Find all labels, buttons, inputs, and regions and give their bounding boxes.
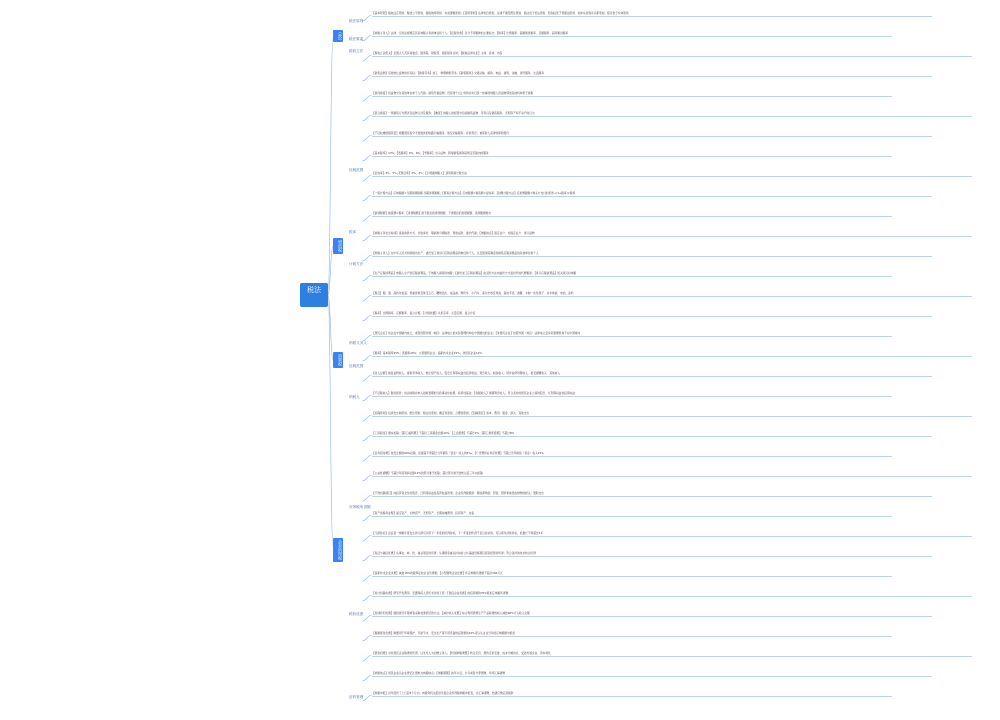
leaf-node[interactable]: 【收入总额】销售货物收入、提供劳务收入、转让财产收入、股息红利等权益性投资收益、利息收入、租金收入、特许权使用费收入、接受捐赠收入、其他收入 xyxy=(372,372,932,377)
sub-branch-label[interactable]: 计税方法 xyxy=(349,262,364,266)
sub-branch-label[interactable]: 税收立法 xyxy=(349,49,364,53)
connector xyxy=(362,575,372,581)
connector xyxy=(362,75,372,81)
connector xyxy=(362,235,372,241)
leaf-node[interactable]: 【资产的税务处理】固定资产、生物资产、无形资产、长期待摊费用、投资资产、存货 xyxy=(372,512,892,517)
leaf-node[interactable]: 【混合销售】一项销售行为既涉及货物又涉及服务；【兼营】纳税人的经营中包括销售货物、劳务以及销售服务、无形资产和不动产的行为 xyxy=(372,112,972,117)
leaf-node[interactable]: 【纳税地点】居民企业以企业登记注册地为纳税地点；【纳税期限】按年计征，分月或者分季预缴，年终汇算清缴 xyxy=(372,672,932,677)
leaf-node[interactable]: 【不得扣除项目】向投资者支付的股息、红利等权益性投资收益款项；企业所得税税款；税收滞纳金；罚金、罚款和被没收财物的损失；赞助支出 xyxy=(372,492,932,497)
branch-node[interactable]: 总论 xyxy=(333,30,343,42)
connector xyxy=(362,435,372,441)
branch-node[interactable]: 消费税 xyxy=(333,352,343,368)
connector xyxy=(362,655,372,661)
leaf-node[interactable]: 【免征与减征优惠】从事农、林、牧、渔业项目的所得；从事国家重点扶持的公共基础设施项目投资经营的所得；符合条件的技术转让所得 xyxy=(372,552,932,557)
connector xyxy=(362,535,372,541)
sub-branch-label[interactable]: 税法要素 xyxy=(349,37,364,41)
leaf-node[interactable]: 【不征税收入】财政拨款；依法收取并纳入财政管理的行政事业性收费、政府性基金；【免税收入】国债利息收入；符合条件的居民企业之间的股息、红利等权益性投资收益 xyxy=(372,392,892,397)
connector xyxy=(362,135,372,141)
leaf-node[interactable]: 【源泉扣缴】对非居民企业取得的所得，以支付人为扣缴义务人；【特别纳税调整】转让定价、预约定价安排、成本分摊协议、受控外国企业、资本弱化 xyxy=(372,652,972,657)
sub-branch-label[interactable]: 税法原则 xyxy=(349,19,364,23)
leaf-node[interactable]: 【工资薪金】据实扣除；【职工福利费】不超过工资薪金总额14%；【工会经费】不超过2%；【职工教育经费】不超过8% xyxy=(372,432,932,437)
root-label: 税法 xyxy=(307,286,321,294)
connector xyxy=(362,255,372,261)
connector xyxy=(362,415,372,421)
connector xyxy=(362,555,372,561)
sub-branch-label[interactable]: 征收管理 xyxy=(349,695,364,699)
leaf-node[interactable]: 【税率】基本税率25%；低税率20%；小型微利企业、高新技术企业15%；非居民企业10% xyxy=(372,352,972,357)
connector xyxy=(362,595,372,601)
sub-branch-label[interactable]: 纳税人 xyxy=(349,395,360,399)
leaf-node[interactable]: 【基本原则】税收法定原则、税收公平原则、税收效率原则、实质课税原则；【适用原则】法律优位原则、法律不溯及既往原则、新法优于旧法原则、特别法优于普通法原则、实体从旧程序从新原则、程序优于实体原则 xyxy=(372,12,932,17)
leaf-node[interactable]: 【税率】比例税率、定额税率、复合计税；【计税依据】从价定率、从量定额、复合计征 xyxy=(372,312,932,317)
leaf-node[interactable]: 【视同销售】将货物交付其他单位或个人代销；销售代销货物；设有两个以上机构并实行统一核算的纳税人将货物移送其他机构用于销售 xyxy=(372,92,892,97)
leaf-node[interactable]: 【销项税额】销售额×税率；【进项税额】准予抵扣的进项税额、不得抵扣的进项税额、进项税额转出 xyxy=(372,212,892,217)
connector xyxy=(362,215,372,221)
root-node[interactable] xyxy=(300,283,328,307)
sub-branch-label[interactable]: 征税范围 xyxy=(349,364,364,368)
connector xyxy=(362,455,372,461)
leaf-node[interactable]: 【税目】烟、酒、高档化妆品、贵重首饰及珠宝玉石、鞭炮焰火、成品油、摩托车、小汽车、高尔夫球及球具、高档手表、游艇、木制一次性筷子、实木地板、电池、涂料 xyxy=(372,292,972,297)
leaf-node[interactable]: 【纳税义务人】法律、行政法规规定负有纳税义务的单位和个人；【征税对象】区分不同税种的主要标志；【税率】比例税率、超额累进税率、定额税率、超率累进税率 xyxy=(372,32,892,37)
leaf-node[interactable]: 【生产应税消费品】纳税人生产的应税消费品，于纳税人销售时纳税；【委托加工应税消费品】由受托方在向委托方交货时代收代缴税款；【进口应税消费品】报关进口时纳税 xyxy=(372,272,892,277)
leaf-node[interactable]: 【加计扣除优惠】研究开发费用、安置残疾人员所支付的工资；【创投企业优惠】按投资额的70%抵扣应纳税所得额 xyxy=(372,592,972,597)
leaf-node[interactable]: 【纳税申报】自年度终了之日起5个月内，向税务机关报送年度企业所得税纳税申报表，并汇算清缴，结清应缴应退税款 xyxy=(372,692,892,697)
connector xyxy=(362,635,372,641)
connector xyxy=(362,355,372,361)
connector xyxy=(362,275,372,281)
leaf-node[interactable]: 【销售货物】有偿转让货物的所有权；【销售劳务】加工、修理修配劳务；【销售服务】交通运输、邮政、电信、建筑、金融、现代服务、生活服务 xyxy=(372,72,932,77)
connector xyxy=(362,35,372,41)
branch-node[interactable]: 企业所得税 xyxy=(333,538,343,562)
connector xyxy=(362,395,372,401)
connector xyxy=(362,95,372,101)
leaf-node[interactable]: 【扣除原则】权责发生制原则、配比原则、相关性原则、确定性原则、合理性原则；【扣除项目】成本、费用、税金、损失、其他支出 xyxy=(372,412,972,417)
connector xyxy=(362,115,372,121)
sub-branch-label[interactable]: 应纳税所得额 xyxy=(349,505,371,509)
leaf-node[interactable]: 【居民企业】依法在中国境内成立，或者依照外国（地区）法律成立但实际管理机构在中国境内的企业；【非居民企业】依照外国（地区）法律成立且实际管理机构不在中国境内 xyxy=(372,332,892,337)
connector xyxy=(362,695,372,701)
leaf-node[interactable]: 【不征收增值税项目】根据国家指令无偿提供的铁路运输服务、航空运输服务；存款利息；被保险人获得的保险赔付 xyxy=(372,132,932,137)
leaf-node[interactable]: 【公益性捐赠】不超过年度利润总额12%的部分准予扣除；超过部分准予结转以后三年内扣除 xyxy=(372,472,972,477)
connector xyxy=(362,675,372,681)
connector xyxy=(362,295,372,301)
leaf-node[interactable]: 【业务招待费】按发生额的60%扣除，但最高不得超过当年销售（营业）收入的5‰；【广告费和业务宣传费】不超过当年销售（营业）收入15% xyxy=(372,452,892,457)
connector xyxy=(362,495,372,501)
connector xyxy=(362,155,372,161)
branch-node[interactable]: 增值税 xyxy=(333,238,343,254)
connector xyxy=(362,375,372,381)
sub-branch-label[interactable]: 税收优惠 xyxy=(349,612,364,616)
leaf-node[interactable]: 【税额抵免优惠】购置用于环境保护、节能节水、安全生产等专用设备的投资额的10%可以从企业当年的应纳税额中抵免 xyxy=(372,632,892,637)
leaf-node[interactable]: 【高新技术企业优惠】减按15%的税率征收企业所得税；【小型微利企业优惠】年应纳税所得额不超过300万元 xyxy=(372,572,892,577)
leaf-node[interactable]: 【一般计税方法】应纳税额=当期销项税额-当期进项税额；【简易计税方法】应纳税额=销售额×征收率；【扣缴计税方法】应扣缴税额=购买方支付的价款÷(1+税率)×税率 xyxy=(372,192,932,197)
connector xyxy=(362,175,372,181)
leaf-node[interactable]: 【基本税率】13%；【低税率】9%、6%；【零税率】出口货物、跨境销售国务院规定范围内的服务 xyxy=(372,152,892,157)
leaf-node[interactable]: 【加速折旧优惠】缩短折旧年限或者采取加速折旧的方法；【减计收入优惠】综合利用资源生产产品取得的收入减按90%计入收入总额 xyxy=(372,612,932,617)
connector xyxy=(362,15,372,21)
sub-branch-label[interactable]: 税率 xyxy=(349,230,357,234)
leaf-node[interactable]: 【纳税义务发生时间】直接收款方式、托收承付、赊销和分期收款、预收货款、委托代销；【纳税地点】固定业户、非固定业户、进口货物 xyxy=(372,232,972,237)
connector xyxy=(362,55,372,61)
connector xyxy=(362,475,372,481)
sub-branch-label[interactable]: 征税范围 xyxy=(349,168,364,172)
connector xyxy=(362,615,372,621)
sub-branch-label[interactable]: 纳税义务人 xyxy=(349,341,367,345)
leaf-node[interactable]: 【税收立法机关】全国人大及其常委会、国务院、财政部、国家税务总局；【税收法律关系】主体、客体、内容 xyxy=(372,52,972,57)
connector xyxy=(328,38,333,295)
connector xyxy=(362,515,372,521)
connector xyxy=(362,195,372,201)
leaf-node[interactable]: 【纳税义务人】在中华人民共和国境内生产、委托加工和进口应税消费品的单位和个人，以及国务院确定的销售应税消费品的其他单位和个人 xyxy=(372,252,932,257)
leaf-node[interactable]: 【亏损弥补】企业某一纳税年度发生的亏损可以用下一年度的所得弥补，下一年度的所得不足以弥补的，可以逐年延续弥补，但最长不得超过5年 xyxy=(372,532,972,537)
leaf-node[interactable]: 【征收率】3%、5%；【预征率】2%、3%；【小规模纳税人】适用简易计税方法 xyxy=(372,172,972,177)
connector xyxy=(362,315,372,321)
